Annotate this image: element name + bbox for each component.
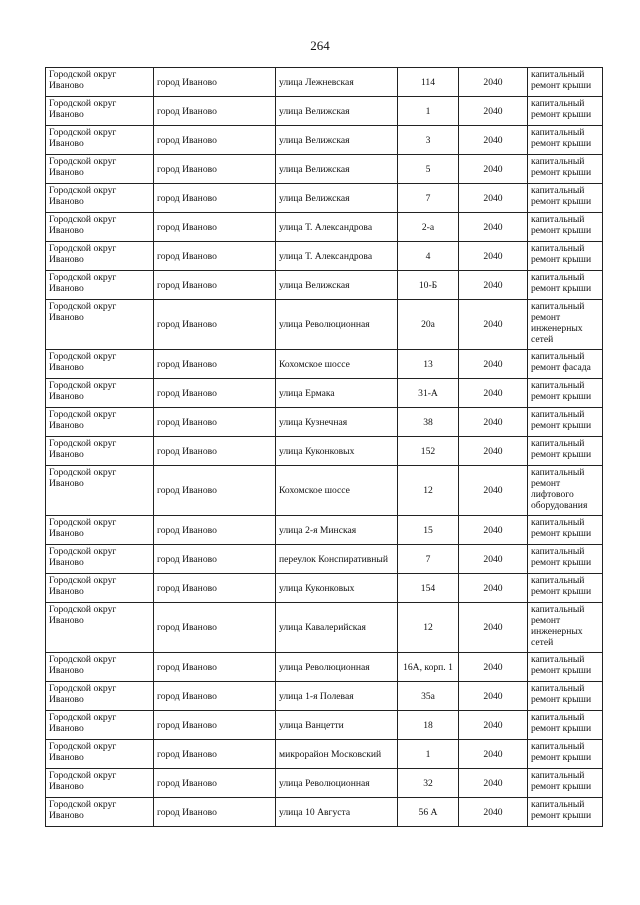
district-cell: Городской округ Иваново	[46, 379, 154, 408]
table-row	[46, 682, 603, 711]
house-number-cell: 1	[398, 740, 459, 769]
city-cell: город Иваново	[154, 350, 276, 379]
house-number-cell: 12	[398, 603, 459, 653]
year-cell: 2040	[459, 379, 528, 408]
district-cell: Городской округ Иваново	[46, 603, 154, 653]
house-number-cell: 4	[398, 242, 459, 271]
city-cell: город Иваново	[154, 798, 276, 827]
district-cell: Городской округ Иваново	[46, 682, 154, 711]
work-type-cell: капитальный ремонт крыши	[528, 769, 603, 798]
house-number-cell: 15	[398, 516, 459, 545]
district-cell: Городской округ Иваново	[46, 711, 154, 740]
year-cell: 2040	[459, 603, 528, 653]
work-type-cell: капитальный ремонт крыши	[528, 271, 603, 300]
house-number-cell: 7	[398, 545, 459, 574]
house-number-cell: 13	[398, 350, 459, 379]
year-cell: 2040	[459, 798, 528, 827]
work-type-cell: капитальный ремонт фасада	[528, 350, 603, 379]
house-number-cell: 20а	[398, 300, 459, 350]
city-cell: город Иваново	[154, 97, 276, 126]
work-type-cell: капитальный ремонт крыши	[528, 740, 603, 769]
table-row	[46, 97, 603, 126]
work-type-cell: капитальный ремонт крыши	[528, 798, 603, 827]
work-type-cell: капитальный ремонт крыши	[528, 711, 603, 740]
city-cell: город Иваново	[154, 466, 276, 516]
year-cell: 2040	[459, 466, 528, 516]
work-type-cell: капитальный ремонт крыши	[528, 184, 603, 213]
work-type-cell: капитальный ремонт крыши	[528, 68, 603, 97]
street-cell: улица Т. Александрова	[276, 242, 398, 271]
house-number-cell: 10-Б	[398, 271, 459, 300]
district-cell: Городской округ Иваново	[46, 126, 154, 155]
work-type-cell: капитальный ремонт крыши	[528, 437, 603, 466]
year-cell: 2040	[459, 126, 528, 155]
city-cell: город Иваново	[154, 545, 276, 574]
year-cell: 2040	[459, 740, 528, 769]
house-number-cell: 35а	[398, 682, 459, 711]
work-type-cell: капитальный ремонт крыши	[528, 408, 603, 437]
table-row	[46, 126, 603, 155]
city-cell: город Иваново	[154, 68, 276, 97]
house-number-cell: 2-а	[398, 213, 459, 242]
work-type-cell: капитальный ремонт крыши	[528, 97, 603, 126]
work-type-cell: капитальный ремонт крыши	[528, 545, 603, 574]
street-cell: Кохомское шоссе	[276, 350, 398, 379]
house-number-cell: 1	[398, 97, 459, 126]
table-row	[46, 408, 603, 437]
work-type-cell: капитальный ремонт крыши	[528, 379, 603, 408]
city-cell: город Иваново	[154, 682, 276, 711]
year-cell: 2040	[459, 682, 528, 711]
street-cell: улица Велижская	[276, 184, 398, 213]
city-cell: город Иваново	[154, 603, 276, 653]
table-row	[46, 603, 603, 653]
table-row	[46, 213, 603, 242]
street-cell: улица 10 Августа	[276, 798, 398, 827]
street-cell: улица Лежневская	[276, 68, 398, 97]
table-row	[46, 437, 603, 466]
year-cell: 2040	[459, 408, 528, 437]
house-number-cell: 31-А	[398, 379, 459, 408]
district-cell: Городской округ Иваново	[46, 798, 154, 827]
work-type-cell: капитальный ремонт крыши	[528, 126, 603, 155]
page-number: 264	[310, 38, 330, 53]
year-cell: 2040	[459, 242, 528, 271]
work-type-cell: капитальный ремонт крыши	[528, 213, 603, 242]
district-cell: Городской округ Иваново	[46, 350, 154, 379]
work-type-cell: капитальный ремонт крыши	[528, 653, 603, 682]
city-cell: город Иваново	[154, 126, 276, 155]
year-cell: 2040	[459, 437, 528, 466]
house-number-cell: 38	[398, 408, 459, 437]
table-row	[46, 379, 603, 408]
city-cell: город Иваново	[154, 516, 276, 545]
city-cell: город Иваново	[154, 184, 276, 213]
district-cell: Городской округ Иваново	[46, 740, 154, 769]
house-number-cell: 7	[398, 184, 459, 213]
table-row	[46, 711, 603, 740]
district-cell: Городской округ Иваново	[46, 184, 154, 213]
district-cell: Городской округ Иваново	[46, 408, 154, 437]
house-number-cell: 12	[398, 466, 459, 516]
year-cell: 2040	[459, 769, 528, 798]
street-cell: улица Ермака	[276, 379, 398, 408]
work-type-cell: капитальный ремонт крыши	[528, 242, 603, 271]
city-cell: город Иваново	[154, 271, 276, 300]
work-type-cell: капитальный ремонт лифтового оборудования	[528, 466, 603, 516]
table-row	[46, 798, 603, 827]
house-number-cell: 152	[398, 437, 459, 466]
table-row	[46, 68, 603, 97]
year-cell: 2040	[459, 574, 528, 603]
house-number-cell: 154	[398, 574, 459, 603]
work-type-cell: капитальный ремонт инженерных сетей	[528, 603, 603, 653]
year-cell: 2040	[459, 653, 528, 682]
street-cell: переулок Конспиративный	[276, 545, 398, 574]
district-cell: Городской округ Иваново	[46, 97, 154, 126]
city-cell: город Иваново	[154, 711, 276, 740]
house-number-cell: 56 А	[398, 798, 459, 827]
table-row	[46, 516, 603, 545]
table-row	[46, 271, 603, 300]
city-cell: город Иваново	[154, 213, 276, 242]
street-cell: улица Революционная	[276, 769, 398, 798]
city-cell: город Иваново	[154, 437, 276, 466]
year-cell: 2040	[459, 516, 528, 545]
work-type-cell: капитальный ремонт крыши	[528, 574, 603, 603]
street-cell: улица Ванцетти	[276, 711, 398, 740]
district-cell: Городской округ Иваново	[46, 271, 154, 300]
district-cell: Городской округ Иваново	[46, 545, 154, 574]
table-row	[46, 350, 603, 379]
district-cell: Городской округ Иваново	[46, 300, 154, 350]
district-cell: Городской округ Иваново	[46, 68, 154, 97]
table-row	[46, 545, 603, 574]
table-row	[46, 242, 603, 271]
street-cell: улица Велижская	[276, 155, 398, 184]
street-cell: улица Кузнечная	[276, 408, 398, 437]
city-cell: город Иваново	[154, 242, 276, 271]
year-cell: 2040	[459, 271, 528, 300]
year-cell: 2040	[459, 545, 528, 574]
street-cell: улица Куконковых	[276, 574, 398, 603]
table-row	[46, 653, 603, 682]
city-cell: город Иваново	[154, 155, 276, 184]
district-cell: Городской округ Иваново	[46, 213, 154, 242]
house-number-cell: 16А, корп. 1	[398, 653, 459, 682]
city-cell: город Иваново	[154, 300, 276, 350]
year-cell: 2040	[459, 711, 528, 740]
street-cell: улица Велижская	[276, 97, 398, 126]
city-cell: город Иваново	[154, 408, 276, 437]
table-row	[46, 740, 603, 769]
year-cell: 2040	[459, 97, 528, 126]
city-cell: город Иваново	[154, 379, 276, 408]
table-row	[46, 300, 603, 350]
street-cell: улица Велижская	[276, 126, 398, 155]
district-cell: Городской округ Иваново	[46, 437, 154, 466]
street-cell: улица 2-я Минская	[276, 516, 398, 545]
street-cell: улица Т. Александрова	[276, 213, 398, 242]
house-number-cell: 114	[398, 68, 459, 97]
work-type-cell: капитальный ремонт крыши	[528, 155, 603, 184]
district-cell: Городской округ Иваново	[46, 516, 154, 545]
district-cell: Городской округ Иваново	[46, 242, 154, 271]
district-cell: Городской округ Иваново	[46, 155, 154, 184]
housing-repair-table	[45, 67, 603, 827]
street-cell: улица Куконковых	[276, 437, 398, 466]
work-type-cell: капитальный ремонт крыши	[528, 516, 603, 545]
district-cell: Городской округ Иваново	[46, 574, 154, 603]
year-cell: 2040	[459, 300, 528, 350]
city-cell: город Иваново	[154, 769, 276, 798]
street-cell: Кохомское шоссе	[276, 466, 398, 516]
table-row	[46, 466, 603, 516]
work-type-cell: капитальный ремонт крыши	[528, 682, 603, 711]
house-number-cell: 5	[398, 155, 459, 184]
year-cell: 2040	[459, 155, 528, 184]
street-cell: улица Революционная	[276, 300, 398, 350]
district-cell: Городской округ Иваново	[46, 653, 154, 682]
city-cell: город Иваново	[154, 653, 276, 682]
street-cell: улица Кавалерийская	[276, 603, 398, 653]
year-cell: 2040	[459, 213, 528, 242]
year-cell: 2040	[459, 350, 528, 379]
year-cell: 2040	[459, 184, 528, 213]
house-number-cell: 3	[398, 126, 459, 155]
house-number-cell: 32	[398, 769, 459, 798]
city-cell: город Иваново	[154, 574, 276, 603]
street-cell: улица Велижская	[276, 271, 398, 300]
street-cell: улица 1-я Полевая	[276, 682, 398, 711]
house-number-cell: 18	[398, 711, 459, 740]
table-row	[46, 184, 603, 213]
table-row	[46, 155, 603, 184]
street-cell: микрорайон Московский	[276, 740, 398, 769]
table-row	[46, 574, 603, 603]
city-cell: город Иваново	[154, 740, 276, 769]
district-cell: Городской округ Иваново	[46, 769, 154, 798]
year-cell: 2040	[459, 68, 528, 97]
work-type-cell: капитальный ремонт инженерных сетей	[528, 300, 603, 350]
district-cell: Городской округ Иваново	[46, 466, 154, 516]
table-row	[46, 769, 603, 798]
street-cell: улица Революционная	[276, 653, 398, 682]
